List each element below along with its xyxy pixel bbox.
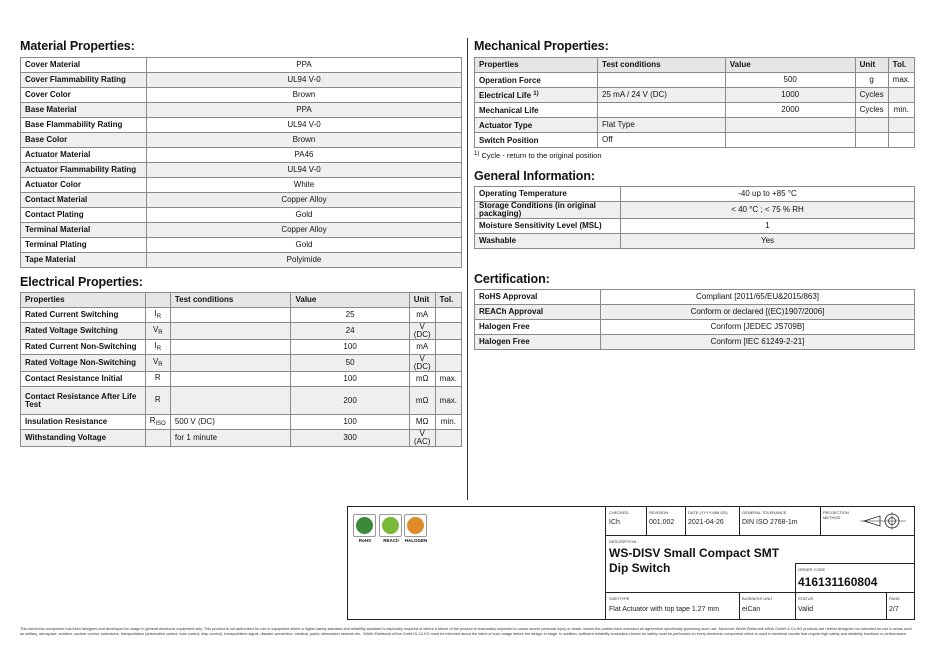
test-condition: for 1 minute [170, 430, 291, 447]
material-properties-title: Material Properties: [20, 39, 135, 53]
tolerance: max. [435, 387, 461, 415]
symbol-cell [145, 430, 170, 447]
column-divider [467, 38, 468, 500]
unit [855, 118, 888, 133]
property-name: Base Color [21, 133, 147, 148]
table-row [21, 178, 462, 193]
unit: Cycles [855, 88, 888, 103]
property-name: Cover Flammability Rating [21, 73, 147, 88]
table-row [21, 323, 462, 340]
table-row [21, 73, 462, 88]
business-unit-value: eiCan [742, 606, 761, 613]
tolerance [888, 118, 914, 133]
status-label: STATUS [798, 596, 814, 601]
electrical-properties-table [20, 292, 462, 447]
test-condition [170, 340, 291, 355]
certification-table [474, 289, 915, 350]
property-name [475, 88, 598, 103]
property-name: REACh Approval [475, 305, 601, 320]
table-row [21, 387, 462, 415]
size-type-label: SIZE/TYPE [609, 596, 630, 601]
footnote-marker: 1) [474, 151, 480, 157]
property-value: Conform [IEC 61249-2-21] [601, 335, 915, 350]
symbol-subscript: R [158, 330, 163, 336]
date-value: 2021-04-26 [688, 519, 724, 526]
value: 24 [291, 323, 409, 340]
property-value: Polyimide [147, 253, 462, 268]
property-value: Copper Alloy [147, 223, 462, 238]
size-type-value: Flat Actuator with top tape 1.27 mm [609, 606, 720, 613]
property-value: Gold [147, 208, 462, 223]
column-header: Properties [475, 58, 598, 73]
tolerance: min. [435, 415, 461, 430]
halogen-badge [404, 514, 427, 537]
table-row [475, 305, 915, 320]
tolerance [888, 88, 914, 103]
property-value: Gold [147, 238, 462, 253]
property-value: PA46 [147, 148, 462, 163]
test-condition: Off [598, 133, 726, 148]
mechanical-properties-table [474, 57, 915, 148]
unit: MΩ [409, 415, 435, 430]
symbol-subscript: R [158, 362, 163, 368]
tolerance [435, 308, 461, 323]
mechanical-footnote [474, 151, 602, 160]
symbol: R [149, 416, 156, 425]
property-name: Base Flammability Rating [21, 118, 147, 133]
revision-value: 001.002 [649, 519, 675, 526]
column-header [145, 293, 170, 308]
property-name [475, 118, 598, 133]
symbol: V [152, 357, 159, 366]
order-code-label: ORDER CODE [798, 567, 826, 572]
table-row [21, 58, 462, 73]
value: 2000 [725, 103, 855, 118]
unit: V (DC) [409, 323, 435, 340]
test-condition [170, 323, 291, 340]
test-condition: 500 V (DC) [170, 415, 291, 430]
table-row [21, 430, 462, 447]
tolerance [435, 340, 461, 355]
property-name: Rated Voltage Switching [21, 323, 146, 340]
legal-disclaimer: This electronic component has been designed and developed for usage in general electronic equipment only. This product is not authorized for use in equipment where a higher safety standard and reliability standard is especially required or where a failure of the product is reasonably expected to cause severe personal injury or death, unless the parties have executed an agreement specifically governing such use. Moreover Würth Elektronik eiSos GmbH & Co KG products are neither designed nor intended for use in areas such as military, aerospace, aviation, nuclear control, submarine, transportation (automotive control, train control, ship control), transportation signal, disaster prevention, medical, public information network etc.. Würth Elektronik eiSos GmbH & Co KG must be informed about the intent of such usage before the design-in stage. In addition, sufficient reliability evaluation checks for safety must be performed on every electronic component which is used in electrical circuits that require high safety and reliability functions or performance. [20, 627, 913, 636]
property-value: PPA [147, 58, 462, 73]
value [725, 133, 855, 148]
table-row [475, 202, 915, 219]
property-name: Withstanding Voltage [21, 430, 146, 447]
property-value: Copper Alloy [147, 193, 462, 208]
unit [855, 133, 888, 148]
value [725, 118, 855, 133]
table-row [475, 118, 915, 133]
checked-label: CHECKED [609, 510, 629, 515]
property-label: Mechanical Life [479, 105, 539, 115]
column-header: Properties [21, 293, 146, 308]
symbol-cell [145, 355, 170, 372]
symbol-cell [145, 372, 170, 387]
mechanical-properties-title: Mechanical Properties: [474, 39, 609, 53]
property-name: Actuator Color [21, 178, 147, 193]
table-row [21, 253, 462, 268]
table-row [475, 234, 915, 249]
property-name: Contact Resistance Initial [21, 372, 146, 387]
property-name: Terminal Plating [21, 238, 147, 253]
table-row [475, 335, 915, 350]
product-description: WS-DISV Small Compact SMT Dip Switch [609, 546, 780, 575]
property-name: Base Material [21, 103, 147, 118]
property-name: Insulation Resistance [21, 415, 146, 430]
property-name: RoHS Approval [475, 290, 601, 305]
unit: mA [409, 340, 435, 355]
column-header: Tol. [888, 58, 914, 73]
symbol-cell [145, 323, 170, 340]
rohs-badge [353, 514, 376, 537]
table-row [21, 163, 462, 178]
property-value: Conform [JEDEC JS709B] [601, 320, 915, 335]
table-row [475, 73, 915, 88]
table-row [21, 148, 462, 163]
table-row [21, 193, 462, 208]
tolerance: max. [888, 73, 914, 88]
status-value: Valid [798, 606, 814, 613]
property-name: Halogen Free [475, 320, 601, 335]
column-header: Value [291, 293, 409, 308]
test-condition: Flat Type [598, 118, 726, 133]
tolerance: min. [888, 103, 914, 118]
reach-badge [379, 514, 402, 537]
symbol-cell [145, 387, 170, 415]
material-properties-table [20, 57, 462, 268]
checked-value: ICh [609, 519, 620, 526]
property-value: UL94 V-0 [147, 73, 462, 88]
general-information-title: General Information: [474, 169, 595, 183]
symbol-cell [145, 308, 170, 323]
symbol-subscript: ISO [155, 421, 166, 427]
business-unit-label: BUSINESS UNIT [742, 596, 773, 601]
projection-method-icon [858, 510, 908, 532]
symbol: R [154, 373, 161, 382]
value: 200 [291, 387, 409, 415]
table-row [21, 133, 462, 148]
property-value: < 40 °C ; < 75 % RH [621, 202, 915, 219]
table-row [21, 372, 462, 387]
test-condition [598, 73, 726, 88]
unit: mΩ [409, 372, 435, 387]
halogen-badge-label: HALOGEN [404, 538, 428, 543]
value: 1000 [725, 88, 855, 103]
table-row [21, 415, 462, 430]
test-condition [598, 103, 726, 118]
tolerance [888, 133, 914, 148]
table-row [475, 88, 915, 103]
order-code: 416131160804 [798, 575, 878, 589]
property-label: Switch Position [479, 135, 539, 145]
symbol-cell [145, 415, 170, 430]
table-row [21, 103, 462, 118]
property-name: Actuator Material [21, 148, 147, 163]
column-header: Value [725, 58, 855, 73]
property-value: Yes [621, 234, 915, 249]
table-row [475, 290, 915, 305]
property-name: Halogen Free [475, 335, 601, 350]
symbol: I [154, 309, 157, 318]
unit: Cycles [855, 103, 888, 118]
table-row [21, 308, 462, 323]
revision-label: REVISION [649, 510, 669, 515]
unit: V (AC) [409, 430, 435, 447]
property-value: Brown [147, 88, 462, 103]
column-header: Unit [855, 58, 888, 73]
footnote-text: Cycle - return to the original position [481, 151, 602, 160]
unit: V (DC) [409, 355, 435, 372]
tolerance [435, 323, 461, 340]
value: 500 [725, 73, 855, 88]
property-name: Rated Current Non-Switching [21, 340, 146, 355]
property-name: Rated Current Switching [21, 308, 146, 323]
electrical-properties-title: Electrical Properties: [20, 275, 143, 289]
property-name: Cover Color [21, 88, 147, 103]
property-name: Rated Voltage Non-Switching [21, 355, 146, 372]
property-value: 1 [621, 219, 915, 234]
symbol-subscript: R [156, 314, 162, 320]
symbol: V [152, 325, 159, 334]
property-name: Actuator Flammability Rating [21, 163, 147, 178]
property-name [475, 103, 598, 118]
certification-title: Certification: [474, 272, 550, 286]
table-row [475, 187, 915, 202]
property-name: Storage Conditions (in original packaging) [475, 202, 621, 219]
table-row [475, 103, 915, 118]
projection-label: PROJECTION METHOD [823, 510, 849, 520]
test-condition [170, 387, 291, 415]
description-label: DESCRIPTION [609, 539, 637, 544]
table-row [475, 133, 915, 148]
column-header: Unit [409, 293, 435, 308]
property-label: Actuator Type [479, 120, 533, 130]
test-condition: 25 mA / 24 V (DC) [598, 88, 726, 103]
property-label: Operation Force [479, 75, 541, 85]
tolerance-value: DIN ISO 2768-1m [742, 519, 798, 526]
property-value: UL94 V-0 [147, 118, 462, 133]
footnote-ref: 1) [533, 90, 539, 97]
property-name: Washable [475, 234, 621, 249]
property-name: Contact Material [21, 193, 147, 208]
value: 300 [291, 430, 409, 447]
tolerance [435, 355, 461, 372]
test-condition [170, 372, 291, 387]
unit: mΩ [409, 387, 435, 415]
value: 100 [291, 372, 409, 387]
property-value: -40 up to +85 °C [621, 187, 915, 202]
page-number: 2/7 [889, 606, 899, 613]
value: 25 [291, 308, 409, 323]
table-row [475, 320, 915, 335]
property-value: PPA [147, 103, 462, 118]
table-row [21, 223, 462, 238]
column-header: Test conditions [598, 58, 726, 73]
property-name [475, 133, 598, 148]
property-value: White [147, 178, 462, 193]
tolerance [435, 430, 461, 447]
column-header: Test conditions [170, 293, 291, 308]
property-value: Conform or declared [(EC)1907/2006] [601, 305, 915, 320]
symbol-subscript: R [156, 346, 162, 352]
property-value: UL94 V-0 [147, 163, 462, 178]
property-name: Terminal Material [21, 223, 147, 238]
table-row [21, 238, 462, 253]
test-condition [170, 355, 291, 372]
unit: g [855, 73, 888, 88]
table-row [21, 340, 462, 355]
property-value: Brown [147, 133, 462, 148]
value: 50 [291, 355, 409, 372]
symbol: R [154, 394, 161, 404]
property-name: Tape Material [21, 253, 147, 268]
table-row [21, 208, 462, 223]
table-row [21, 88, 462, 103]
table-row [21, 355, 462, 372]
column-header: Tol. [435, 293, 461, 308]
property-name: Operating Temperature [475, 187, 621, 202]
property-label: Electrical Life [479, 90, 532, 100]
property-value: Compliant [2011/65/EU&2015/863] [601, 290, 915, 305]
table-row [475, 219, 915, 234]
property-name: Cover Material [21, 58, 147, 73]
rohs-badge-label: RoHS [358, 538, 372, 543]
reach-badge-label: REACh [383, 538, 399, 543]
unit: mA [409, 308, 435, 323]
test-condition [170, 308, 291, 323]
property-name: Contact Plating [21, 208, 147, 223]
table-row [21, 118, 462, 133]
symbol: I [154, 341, 157, 350]
property-name: Moisture Sensitivity Level (MSL) [475, 219, 621, 234]
page-label: PAGE [889, 596, 900, 601]
tolerance: max. [435, 372, 461, 387]
symbol-cell [145, 340, 170, 355]
value: 100 [291, 415, 409, 430]
value: 100 [291, 340, 409, 355]
general-information-table [474, 186, 915, 249]
property-name [475, 73, 598, 88]
property-name: Contact Resistance After Life Test [21, 387, 146, 415]
date-label: DATE (YYYY-MM-DD) [688, 510, 728, 515]
tolerance-label: GENERAL TOLERANCE [742, 510, 787, 515]
